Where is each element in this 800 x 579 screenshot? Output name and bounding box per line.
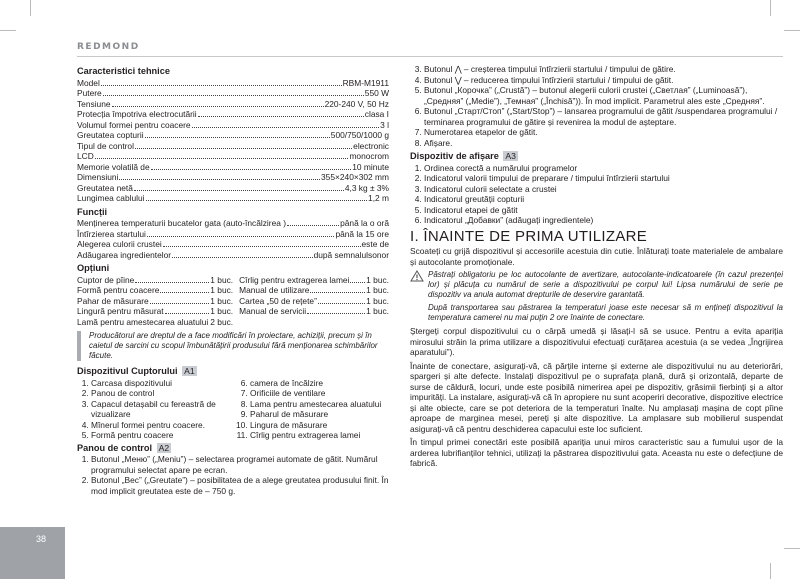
list-item: 2. Panou de control (91, 388, 230, 399)
leader-dots (112, 99, 324, 107)
spec-row (77, 151, 389, 162)
a3-heading (410, 151, 783, 162)
leader-dots (101, 78, 342, 86)
list-item: 10. Lingura de măsurare (250, 420, 389, 431)
a3-title: Dispozitiv de afișare (410, 151, 499, 161)
function-row-label: Menținerea temperaturii bucatelor gata (auto-încălzirea ) (77, 218, 287, 228)
list-item: 6. Butonul „Старт/Стоп” („Start/Stop”) – lansarea programului de gătit /suspendarea programului / terminarea programului de gătire și revenirea la modul de așteptare. (424, 106, 783, 127)
spec-row-label: Protecția împotriva electrocutării (77, 109, 197, 119)
tech-specs-heading: Caracteristici tehnice (77, 66, 170, 76)
leader-dots (151, 162, 352, 170)
spec-row-label: Volumul formei pentru coacere (77, 119, 191, 130)
option-row-label: Manual de utilizare (239, 285, 310, 295)
spec-row (77, 120, 389, 131)
function-row (77, 250, 389, 261)
leader-dots (172, 250, 313, 258)
option-row-value: 1 buc. (366, 306, 389, 316)
leader-dots (135, 275, 209, 283)
option-row-value: 1 buc. (210, 274, 234, 285)
leader-dots (165, 306, 210, 314)
spec-row (77, 183, 389, 194)
a1-list-left (77, 378, 230, 441)
spec-row-label: Tipul de control (77, 140, 134, 151)
brand-logo: REDMOND (77, 42, 140, 52)
tech-specs-list (77, 78, 389, 204)
leader-dots (307, 306, 365, 314)
list-item: 6. camera de încălzire (250, 378, 389, 389)
a1-title: Dispozitivul Cuptorului (77, 366, 178, 376)
option-row-value: 1 buc. (366, 295, 389, 306)
leader-dots (135, 141, 352, 149)
option-row (77, 317, 233, 328)
paragraph: Scoateți cu grijă dispozitivul și accesoriile acestuia din cutie. Înlăturați toate materialele de ambalare și autocolante promoționale. (410, 246, 783, 267)
spec-row-value: electronic (353, 140, 389, 151)
list-item: 4. Mînerul formei pentru coacere. (91, 420, 230, 431)
option-row-value: 1 buc. (366, 274, 389, 285)
crop-mark (784, 548, 800, 565)
spec-row (77, 193, 389, 204)
option-row (77, 285, 233, 296)
spec-row-label: Tensiune (77, 98, 111, 109)
option-row-label: Cuptor de pîine (77, 274, 135, 285)
list-item: 2. Indicatorul valorii timpului de preparare / timpului întîrzierii startului (424, 173, 783, 184)
options-grid (77, 275, 389, 328)
spec-row (77, 109, 389, 120)
function-row-label: Alegerea culorii crustei (77, 239, 162, 249)
list-item: 3. Indicatorul culorii selectate a crustei (424, 184, 783, 195)
option-row (77, 275, 233, 286)
crop-mark (0, 14, 16, 31)
a3-list (410, 163, 783, 226)
crop-mark (14, 0, 31, 16)
list-item: 3. Capacul detașabil cu fereastră de vizualizare (91, 399, 230, 420)
leader-dots (310, 285, 365, 293)
option-row-label: Lamă pentru amestecarea aluatului (77, 316, 209, 327)
leader-dots (95, 151, 349, 159)
spec-row-value: monocrom (349, 151, 389, 161)
spec-row (77, 78, 389, 89)
list-item: 2. Butonul „Вес” („Greutate”) – posibilitatea de a alege greutatea produsului finit. În mod implicit greutatea este de – 750 g. (91, 475, 389, 496)
leader-dots (150, 296, 210, 304)
list-item: 11. Cîrlig pentru extragerea lamei (250, 430, 389, 441)
option-row (239, 285, 389, 296)
spec-row-label: Greutatea copturii (77, 130, 144, 140)
leader-dots (119, 172, 320, 180)
spec-row (77, 130, 389, 141)
list-item: 5. Formă pentru coacere (91, 430, 230, 441)
a1-tag: A1 (184, 366, 195, 376)
spec-row-value: 500/750/1000 g (330, 130, 389, 140)
producer-note-text: Producătorul are dreptul de a face modificări în proiectare, achiziții, precum și în caietul de sarcini cu scopul îmbunătățirii produsului fără menționarea schimbărilor făcute. (89, 331, 378, 360)
functions-heading: Funcții (77, 206, 108, 217)
function-row-value: după semnalulsonor (313, 249, 389, 260)
leader-dots (145, 130, 330, 138)
option-row (77, 306, 233, 317)
spec-row-value: 10 minute (352, 161, 389, 172)
list-item: 8. Lama pentru amestecarea aluatului (250, 399, 389, 410)
spec-row-label: LCD (77, 151, 94, 161)
section-title: I. ÎNAINTE DE PRIMA UTILIZARE (410, 227, 648, 245)
warning-icon (410, 270, 428, 300)
spec-row (77, 99, 389, 110)
list-item: 1. Butonul „Меню” („Meniu”) – selectarea programei automate de gătit. Numărul programului selectat apare pe ecran. (91, 454, 389, 475)
a2-title: Panou de control (77, 442, 153, 453)
producer-note (77, 331, 389, 361)
paragraph: În timpul primei conectări este posibilă apariția unui miros caracteristic sau a fumului ușor de la arderea lubrifianților tehnici, utilizați la păstrarea dispozitivului gata. Aceasta nu este o defecțiune de fabrică. (410, 437, 783, 468)
list-item: 9. Paharul de măsurare (250, 409, 389, 420)
list-item: 5. Indicatorul etapei de gătit (424, 205, 783, 216)
spec-row (77, 172, 389, 183)
option-row-label: Formă pentru coacere (77, 285, 160, 295)
option-row (77, 296, 233, 307)
a2-list-right (410, 64, 783, 148)
function-row-label: Adăugarea ingredientelor (77, 249, 172, 260)
option-row-value: 2 buc. (210, 316, 234, 327)
crop-mark (770, 563, 787, 579)
a1-lists (77, 378, 389, 441)
spec-row-label: Dimensiuni (77, 172, 119, 182)
spec-row-value: 355×240×302 mm (321, 172, 389, 182)
list-item: 8. Afișare. (424, 138, 783, 149)
spec-row-value: 550 W (364, 88, 389, 98)
options-heading: Opțiuni (77, 263, 110, 273)
a2-list-left (77, 454, 389, 496)
spec-row-value: 1,2 m (368, 193, 389, 203)
option-row-label: Manual de servicii (239, 306, 307, 316)
leader-dots (350, 275, 365, 283)
spec-row-value: clasa I (364, 109, 389, 119)
leader-dots (134, 183, 344, 191)
a2-heading (77, 443, 389, 454)
crop-mark (784, 14, 800, 31)
leader-dots (146, 193, 368, 201)
options-left (77, 275, 233, 328)
option-row-value: 1 buc. (210, 306, 234, 316)
right-column (410, 64, 783, 472)
option-row-value: 1 buc. (210, 295, 234, 306)
option-row-label: Cîrlig pentru extragerea lamei (239, 274, 350, 285)
spec-row-value: 220-240 V, 50 Hz (324, 98, 389, 109)
spec-row (77, 141, 389, 152)
transport-note: După transportarea sau păstrarea la temperaturi joase este necesar să m ențineți dispozitivul la temperatura camerei nu mai puțin 2 ore înainte de conectare. (428, 303, 783, 322)
paragraph: Înainte de conectare, asigurați-vă, că părțile interne și externe ale dispozitivului nu au deteriorări, spargeri și alte defecte. Instalați dispozitivul pe o suprafața plană, dură și orizontală, departe de surse de căldură, locuri, unde este posibilă nimerirea apei pe dispozitiv, grăsimii fierbinți și a altor impurități. La instalare, asigurați-vă că în apropiere nu sunt acoperiri decorative, dispozitive electrice și alte obiecte, care se pot deteriora de la temperaturi înalte. Nu amplasați mașina de copt pîine aproape de marginea mesei, pereți și alte dispozitive. La amplasare sub mobilierul suspendat asigurați-vă că pentru deschiderea capacului este loc suficient. (410, 360, 783, 434)
warning-block (410, 270, 783, 300)
spec-row-label: Greutatea netă (77, 182, 133, 193)
function-row (77, 229, 389, 240)
spec-row-label: Model (77, 77, 100, 88)
a1-list-right (230, 378, 389, 441)
spec-row-value: RBM-M1911 (342, 77, 389, 88)
leader-dots (287, 218, 339, 226)
list-item: 5. Butonul „Корочка” („Crustă”) – butonul alegerii culorii crustei („Светлая” („Luminoasă”), „Средняя” („Medie”), „Темная” („Închisă”)). În mod implicit. Parametrul ales este „Средняя”. (424, 85, 783, 106)
leader-dots (163, 239, 361, 247)
list-item: 4. Indicatorul greutății copturii (424, 194, 783, 205)
spec-row (77, 88, 389, 99)
leader-dots (103, 88, 364, 96)
option-row-label: Pahar de măsurare (77, 295, 149, 306)
warning-text: Păstrați obligatoriu pe loc autocolante de avertizare, autocolante-indicatoarele (în cazul prezenței lor) și plăcuța cu numărul de serie a dispozitivului pe corpul lui! Lipsa numărului de serie pe dispozitiv va anula automat drepturile de deservire garantată. (428, 270, 783, 299)
a1-heading (77, 366, 389, 377)
list-item: 6. Indicatorul „Добавки” (adăugați ingredientele) (424, 215, 783, 226)
option-row (239, 275, 389, 286)
left-column (77, 64, 389, 496)
function-row-value: până la 15 ore (335, 228, 389, 239)
spec-row-label: Lungimea cablului (77, 193, 145, 203)
function-row-label: Întîrzierea startului (77, 228, 146, 239)
function-row-value: este de (361, 239, 389, 249)
leader-dots (318, 296, 365, 304)
functions-list (77, 218, 389, 260)
option-row (239, 296, 389, 307)
a2-tag: A2 (158, 442, 170, 453)
page-number: 38 (36, 534, 47, 544)
list-item: 3. Butonul ⋀ – creșterea timpului întîrzierii startului / timpului de gătire. (424, 64, 783, 75)
option-row-label: Cartea „50 de rețete” (239, 295, 317, 306)
list-item: 7. Numerotarea etapelor de gătit. (424, 127, 783, 138)
options-right (239, 275, 389, 328)
a3-tag: A3 (505, 151, 516, 161)
leader-dots (192, 120, 380, 128)
spec-row-value: 3 l (380, 119, 389, 130)
option-row-label: Lingură pentru măsurat (77, 306, 164, 316)
paragraph: Ștergeți corpul dispozitivului cu o cârpă umedă și lăsați-l să se usuce. Pentru a evita apariția mirosului străin la prima utilizare a dispozitivului efectuați curățarea acestuia (a se vedea „Îngrijirea aparatului”). (410, 326, 783, 357)
list-item: 1. Carcasa dispozitivului (91, 378, 230, 389)
list-item: 4. Butonul ⋁ – reducerea timpului întîrzierii startului / timpului de gătit. (424, 75, 783, 86)
function-row (77, 218, 389, 229)
leader-dots (147, 229, 335, 237)
leader-dots (198, 109, 364, 117)
option-row (239, 306, 389, 317)
leader-dots (160, 285, 209, 293)
page-number-tab (0, 527, 65, 579)
list-item: 7. Orificiile de ventilare (250, 388, 389, 399)
list-item: 1. Ordinea corectă a numărului programelor (424, 163, 783, 174)
function-row (77, 239, 389, 250)
note-bar (77, 331, 81, 361)
function-row-value: până la o oră (340, 218, 389, 228)
spec-row (77, 162, 389, 173)
option-row-value: 1 buc. (366, 285, 389, 295)
spec-row-value: 4,3 kg ± 3% (344, 182, 389, 193)
spec-row-label: Memorie volatilă de (77, 161, 150, 172)
header-rule (77, 56, 783, 57)
option-row-value: 1 buc. (210, 285, 234, 295)
spec-row-label: Putere (77, 88, 102, 98)
